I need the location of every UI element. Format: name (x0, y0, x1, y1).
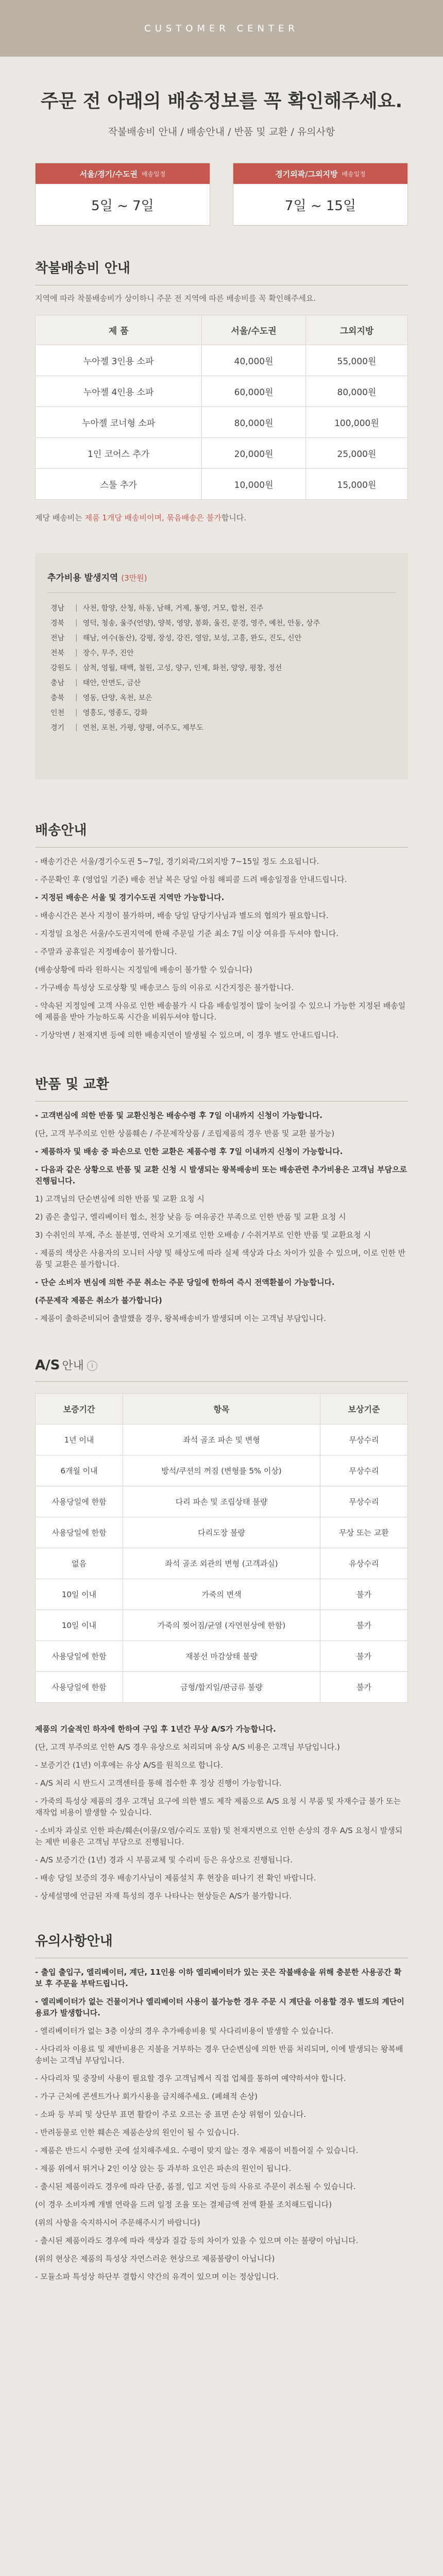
table-cell: 6개월 이내 (36, 1455, 123, 1486)
list-item: - 주말과 공휴일은 지정배송이 불가합니다. (35, 947, 177, 956)
banner-title: CUSTOMER CENTER (144, 23, 299, 34)
list-item: - 제품의 색상은 사용자의 모니터 사양 및 해상도에 따라 실제 색상과 다소 차이가 있을 수 있으며, 이로 인한 반품 및 교환은 불가합니다. (35, 1248, 406, 1269)
table-cell: 1년 이내 (36, 1425, 123, 1455)
table-row (36, 1579, 408, 1610)
divider (35, 847, 408, 848)
ship-card-provinces (233, 163, 408, 226)
table-cell: 15,000원 (305, 469, 407, 500)
column-header: 항목 (123, 1394, 320, 1425)
fee-footnote-suffix: 합니다. (221, 513, 246, 522)
table-cell: 사용당일에 한함 (36, 1672, 123, 1703)
table-cell: 10일 이내 (36, 1579, 123, 1610)
as-title-suffix: 안내 (62, 1360, 84, 1372)
as-title-text: A/S (35, 1358, 60, 1373)
region-cities: 연천, 포천, 가평, 양평, 여주도, 제부도 (82, 723, 203, 732)
ship-card-header (36, 163, 210, 184)
separator: | (75, 708, 78, 717)
ship-card-value: 7일 ~ 15일 (284, 198, 356, 214)
shipping-schedule-cards (35, 163, 408, 226)
region-province: 인천 (50, 708, 65, 717)
region-cities: 장수, 무주, 진안 (82, 649, 134, 657)
table-cell: 불가 (320, 1579, 408, 1610)
region-row (47, 615, 396, 630)
region-row (47, 660, 396, 675)
list-item: - 상세설명에 언급된 자재 특성의 경우 나타나는 현상들은 A/S가 불가합니다. (35, 1891, 292, 1901)
list-item: - 기상악변 / 천재지변 등에 의한 배송지연이 발생될 수 있으며, 이 경우 별도 안내드립니다. (35, 1030, 339, 1040)
ship-card-header (233, 163, 407, 184)
region-list (47, 600, 396, 735)
list-item: (단, 고객 부주의로 인한 A/S 경우 유상으로 처리되며 유상 A/S 비용은 고객님 부담입니다.) (35, 1742, 340, 1752)
separator: | (75, 693, 78, 702)
list-item: - 제품 위에서 뛰거나 2인 이상 앉는 등 과부하 요인은 파손의 원인이 됩니다. (35, 2164, 292, 2173)
intro-headline: 주문 전 아래의 배송정보를 꼭 확인해주세요. (40, 91, 403, 112)
region-row (47, 630, 396, 645)
region-cities: 태안, 안면도, 금산 (82, 679, 141, 687)
intro (0, 57, 443, 138)
separator: | (75, 633, 78, 642)
list-item: - 제품하자 및 배송 중 파손으로 인한 교환은 제품수령 후 7일 이내까지 신청이 가능합니다. (35, 1147, 343, 1156)
table-row (36, 1517, 408, 1548)
list-item: - 가구배송 특성상 도로상황 및 배송코스 등의 이유로 시간지정은 불가합니다. (35, 983, 294, 992)
list-item: - A/S 보증기간 (1년) 경과 시 부품교체 및 수리비 등은 유상으로 진행됩니다. (35, 1855, 293, 1865)
divider (35, 1381, 408, 1382)
returns-title: 반품 및 교환 (35, 1077, 109, 1092)
intro-subline: 작불배송비 안내 / 배송안내 / 반품 및 교환 / 유의사항 (108, 126, 335, 138)
fee-title: 착불배송비 안내 (35, 261, 130, 276)
delivery-list (35, 856, 408, 1041)
table-cell: 방석/쿠션의 꺼짐 (변형률 5% 이상) (123, 1455, 320, 1486)
fee-footnote-prefix: 제당 배송비는 (35, 513, 85, 522)
table-row (36, 1641, 408, 1672)
table-cell: 10,000원 (202, 469, 306, 500)
table-cell: 60,000원 (202, 376, 306, 407)
divider (47, 592, 396, 593)
table-cell: 불가 (320, 1672, 408, 1703)
separator: | (75, 603, 78, 612)
ship-card-sub: 배송일정 (342, 170, 366, 178)
region-row (47, 690, 396, 705)
list-item: - 고객변심에 의한 반품 및 교환신청은 배송수령 후 7일 이내까지 신청이 가능합니다. (35, 1111, 322, 1120)
list-item: (주문제작 제품은 취소가 불가합니다) (35, 1296, 162, 1305)
table-cell: 누아젤 4인용 소파 (36, 376, 202, 407)
extra-cost-amount: (3만원) (121, 573, 147, 583)
list-item: (위의 현상은 제품의 특성상 자연스러운 현상으로 제품불량이 아닙니다) (35, 2254, 275, 2263)
list-item: - 주문확인 후 (영업일 기준) 배송 전날 복은 당일 아침 해피콜 드려 배송일정을 안내드립니다. (35, 875, 347, 884)
table-cell: 40,000원 (202, 345, 306, 376)
list-item: - 엘리베이터가 없는 3층 이상의 경우 추가배송비용 및 사다리비용이 발생할 수 있습니다. (35, 2026, 334, 2036)
column-header: 보증기간 (36, 1394, 123, 1425)
table-cell: 사용당일에 한함 (36, 1486, 123, 1517)
list-item: (이 경우 소비자께 개별 연락을 드려 일정 조율 또는 결제금액 전액 환불 조치해드립니다) (35, 2200, 332, 2209)
list-item: (위의 사항을 숙지하시어 주문해주시기 바랍니다) (35, 2218, 200, 2227)
region-row (47, 675, 396, 690)
table-cell: 금형/합지일/판금류 불량 (123, 1672, 320, 1703)
table-cell: 80,000원 (202, 407, 306, 438)
table-cell: 10일 이내 (36, 1610, 123, 1641)
list-item: - 반려동물로 인한 훼손은 제품손상의 원인이 될 수 있습니다. (35, 2128, 240, 2137)
region-cities: 영흥도, 영종도, 강화 (82, 708, 148, 717)
delivery-section (35, 820, 408, 1041)
table-row (36, 1548, 408, 1579)
table-cell: 다리도장 불량 (123, 1517, 320, 1548)
list-item: - 사다리차 및 중장비 사용이 필요할 경우 고객님께서 직접 업체를 통하여 예약하셔야 합니다. (35, 2074, 346, 2083)
list-item: - 배송기간은 서울/경기수도권 5~7일, 경기외곽/그외지방 7~15일 정도 소요됩니다. (35, 857, 319, 866)
table-cell: 유상수리 (320, 1548, 408, 1579)
table-cell: 불가 (320, 1610, 408, 1641)
list-item: - 배송 당일 보증의 경우 배송기사님이 제품설치 후 현장을 떠나기 전 확인 바랍니다. (35, 1873, 316, 1883)
region-cities: 영덕, 청송, 울주(언양), 양북, 영양, 봉화, 울진, 문경, 영주, 예천, 안동, 상주 (82, 619, 320, 628)
column-header: 보상기준 (320, 1394, 408, 1425)
table-cell: 불가 (320, 1641, 408, 1672)
ship-card-sub: 배송일정 (142, 170, 166, 178)
list-item: - 다음과 같은 상황으로 반품 및 교환 신청 시 발생되는 왕복배송비 또는 배송관련 추가비용은 고객님 부담으로 진행됩니다. (35, 1165, 407, 1185)
table-cell: 80,000원 (305, 376, 407, 407)
fee-footnote (35, 512, 408, 523)
table-row (36, 1486, 408, 1517)
region-province: 전남 (50, 634, 65, 642)
region-province: 경북 (50, 619, 65, 628)
table-cell: 1인 코어스 추가 (36, 438, 202, 469)
table-header-row (36, 1394, 408, 1425)
list-item: - 약속된 지정일에 고객 사유로 인한 배송불가 시 다음 배송일정이 많이 늦어질 수 있으니 가능한 지정된 배송일에 제품을 받아 가능하도록 시간을 비워두셔야 합니다. (35, 1001, 406, 1022)
list-item: - 단순 소비자 변심에 의한 주문 취소는 주문 당일에 한하여 즉시 전액환불이 가능합니다. (35, 1278, 335, 1287)
list-item: 2) 좁은 출입구, 엘리베이터 협소, 천장 낮음 등 여유공간 부족으로 인한 반품 및 교환 요청 시 (35, 1212, 346, 1222)
caution-title: 유의사항안내 (35, 1934, 113, 1949)
fee-note: 지역에 따라 착불배송비가 상이하니 주문 전 지역에 따른 배송비를 꼭 확인해주세요. (35, 294, 316, 303)
list-item: - 가구 근처에 콘센트가나 회가시용을 금지해주세요. (폐쇄적 손상) (35, 2092, 258, 2101)
returns-list (35, 1110, 408, 1324)
region-province: 강원도 (50, 664, 72, 672)
table-cell: 사용당일에 한함 (36, 1517, 123, 1548)
list-item: - 출시된 제품이라도 경우에 따라 단종, 품절, 입고 지연 등의 사유로 주문이 취소될 수 있습니다. (35, 2182, 356, 2191)
list-item: - 엘리베이터가 없는 건물이거나 엘리베이터 사용이 불가능한 경우 주문 시 계단을 이용할 경우 별도의 계단이용료가 발생합니다. (35, 1997, 404, 2018)
table-row (36, 1455, 408, 1486)
table-cell: 100,000원 (305, 407, 407, 438)
caution-section (35, 1930, 408, 2282)
table-cell: 55,000원 (305, 345, 407, 376)
ship-card-value: 5일 ~ 7일 (91, 198, 154, 214)
table-cell: 다리 파손 및 조립상태 불량 (123, 1486, 320, 1517)
list-item: - 출시된 제품이라도 경우에 따라 색상과 질감 등의 차이가 있을 수 있으며 이는 불량이 아닙니다. (35, 2236, 359, 2245)
region-province: 충북 (50, 693, 65, 702)
column-header: 서울/수도권 (202, 315, 306, 345)
as-table (35, 1393, 408, 1703)
region-province: 경기 (50, 723, 65, 732)
ship-card-capital (35, 163, 210, 226)
region-cities: 해남, 여수(돌산), 강평, 장성, 강진, 영암, 보성, 고흥, 완도, 진도, 신안 (82, 634, 302, 642)
table-row (36, 1425, 408, 1455)
caution-list (35, 1967, 408, 2282)
returns-section (35, 1074, 408, 1324)
table-cell: 누아젤 코너형 소파 (36, 407, 202, 438)
region-cities: 영동, 단양, 옥천, 보은 (82, 693, 152, 702)
list-item: 제품의 기술적인 하자에 한하여 구입 후 1년간 무상 A/S가 가능합니다. (35, 1724, 276, 1734)
ship-card-title: 경기외곽/그외지방 (275, 169, 338, 179)
region-province: 충남 (50, 679, 65, 687)
extra-cost-regions (35, 553, 408, 779)
extra-cost-title-text: 추가비용 발생지역 (47, 573, 118, 583)
table-cell: 20,000원 (202, 438, 306, 469)
list-item: - 사다리차 이용료 및 제반비용은 지불을 거부하는 경우 단순변심에 의한 반품 처리되며, 이에 발생되는 왕복배송비는 고객님 부담입니다. (35, 2044, 403, 2065)
region-row (47, 600, 396, 615)
table-cell: 누아젤 3인용 소파 (36, 345, 202, 376)
list-item: - 지정일 요청은 서울/수도권지역에 한해 주문일 기준 최소 7일 이상 여유를 두셔야 합니다. (35, 929, 339, 938)
region-row (47, 645, 396, 660)
list-item: - A/S 처리 시 반드시 고객센터를 통해 접수한 후 정상 진행이 가능합니다. (35, 1778, 282, 1788)
list-item: - 배송시간은 본사 지정이 불가하며, 배송 당일 담당기사님과 별도의 협의가 필요합니다. (35, 911, 329, 920)
list-item: - 제품이 출하준비되어 출발했을 경우, 왕복배송비가 발생되며 이는 고객님 부담입니다. (35, 1314, 327, 1323)
list-item: - 출입 출입구, 엘리베이터, 계단, 11인용 이하 엘리베이터가 있는 곳은 작불배송을 위해 충분한 사용공간 확보 후 주문을 부탁드립니다. (35, 1968, 402, 1988)
list-item: 1) 고객님의 단순변심에 의한 반품 및 교환 요청 시 (35, 1194, 205, 1204)
table-cell: 사용당일에 한함 (36, 1641, 123, 1672)
ship-card-title: 서울/경기/수도권 (79, 169, 138, 179)
list-item: - 지정된 배송은 서울 및 경기수도권 지역만 가능합니다. (35, 893, 225, 902)
table-row (36, 407, 408, 438)
delivery-title: 배송안내 (35, 823, 87, 838)
as-notes (35, 1723, 408, 1902)
table-cell: 가죽의 찢어짐/균열 (자연현상에 한함) (123, 1610, 320, 1641)
list-item: 3) 수취인의 부재, 주소 불분명, 연락처 오기재로 인한 오배송 / 수취거부로 인한 반품 및 교환요청 시 (35, 1230, 371, 1240)
list-item: - 모듈소파 특성상 하단부 결합시 약간의 유격이 있으며 이는 정상입니다. (35, 2272, 279, 2281)
table-row (36, 1672, 408, 1703)
table-cell: 좌석 골조 외관의 변형 (고객과실) (123, 1548, 320, 1579)
list-item: (배송상황에 따라 원하시는 지정일에 배송이 불가할 수 있습니다) (35, 965, 252, 974)
separator: | (75, 663, 78, 672)
table-cell: 무상수리 (320, 1425, 408, 1455)
column-header: 그외지방 (305, 315, 407, 345)
table-cell: 스툴 추가 (36, 469, 202, 500)
region-cities: 사천, 함양, 산청, 하동, 남해, 거제, 통영, 거모, 합천, 진주 (82, 604, 264, 613)
list-item: - 소파 등 부피 및 상단부 표면 활칼이 주로 오르는 중 표면 손상 위험이 있습니다. (35, 2110, 306, 2119)
list-item: - 소비자 과실로 인한 파손/훼손(이물/오염/수리도 포함) 및 천재지변으로 인한 손상의 경우 A/S 요청시 발생되는 제반 비용은 고객님 부담으로 진행됩니다. (35, 1826, 403, 1846)
info-icon: i (87, 1361, 97, 1371)
list-item: (단, 고객 부주의로 인한 상품훼손 / 주문제작상품 / 조립제품의 경우 반품 및 교환 불가능) (35, 1129, 335, 1138)
region-province: 경남 (50, 604, 65, 613)
as-section (35, 1357, 408, 1902)
list-item: - 가죽의 특성상 제품의 경우 고객님 요구에 의한 별도 제작 제품으로 A/S 요청 시 부품 및 자재수급 불가 또는 재작업 비용이 발생할 수 있습니다. (35, 1797, 401, 1817)
table-header-row (36, 315, 408, 345)
column-header: 제 품 (36, 315, 202, 345)
as-title (35, 1357, 408, 1373)
table-cell: 무상수리 (320, 1455, 408, 1486)
region-cities: 삼척, 영월, 태백, 철원, 고성, 양구, 인제, 화천, 양양, 평창, 정선 (82, 664, 282, 672)
table-cell: 가죽의 변색 (123, 1579, 320, 1610)
list-item: - 제품은 반드시 수평한 곳에 설치해주세요. 수평이 맞지 않는 경우 제품이 비틀어질 수 있습니다. (35, 2146, 359, 2155)
table-row (36, 1610, 408, 1641)
table-cell: 재봉선 마감상태 불량 (123, 1641, 320, 1672)
table-cell: 없음 (36, 1548, 123, 1579)
fee-table (35, 315, 408, 500)
separator: | (75, 648, 78, 657)
separator: | (75, 723, 78, 732)
table-row (36, 438, 408, 469)
table-cell: 좌석 골조 파손 및 변형 (123, 1425, 320, 1455)
table-cell: 무상 또는 교환 (320, 1517, 408, 1548)
table-row (36, 345, 408, 376)
table-row (36, 469, 408, 500)
fee-footnote-highlight: 제품 1개당 배송비이며, 묶음배송은 불가 (84, 513, 222, 522)
fee-section (35, 258, 408, 779)
separator: | (75, 618, 78, 627)
region-row (47, 720, 396, 735)
extra-cost-title (47, 570, 396, 583)
table-cell: 무상수리 (320, 1486, 408, 1517)
customer-center-banner (0, 0, 443, 57)
region-row (47, 705, 396, 720)
separator: | (75, 678, 78, 687)
list-item: - 보증기간 (1년) 이후에는 유상 A/S를 원칙으로 합니다. (35, 1760, 223, 1770)
table-cell: 25,000원 (305, 438, 407, 469)
table-row (36, 376, 408, 407)
region-province: 전북 (50, 649, 65, 657)
